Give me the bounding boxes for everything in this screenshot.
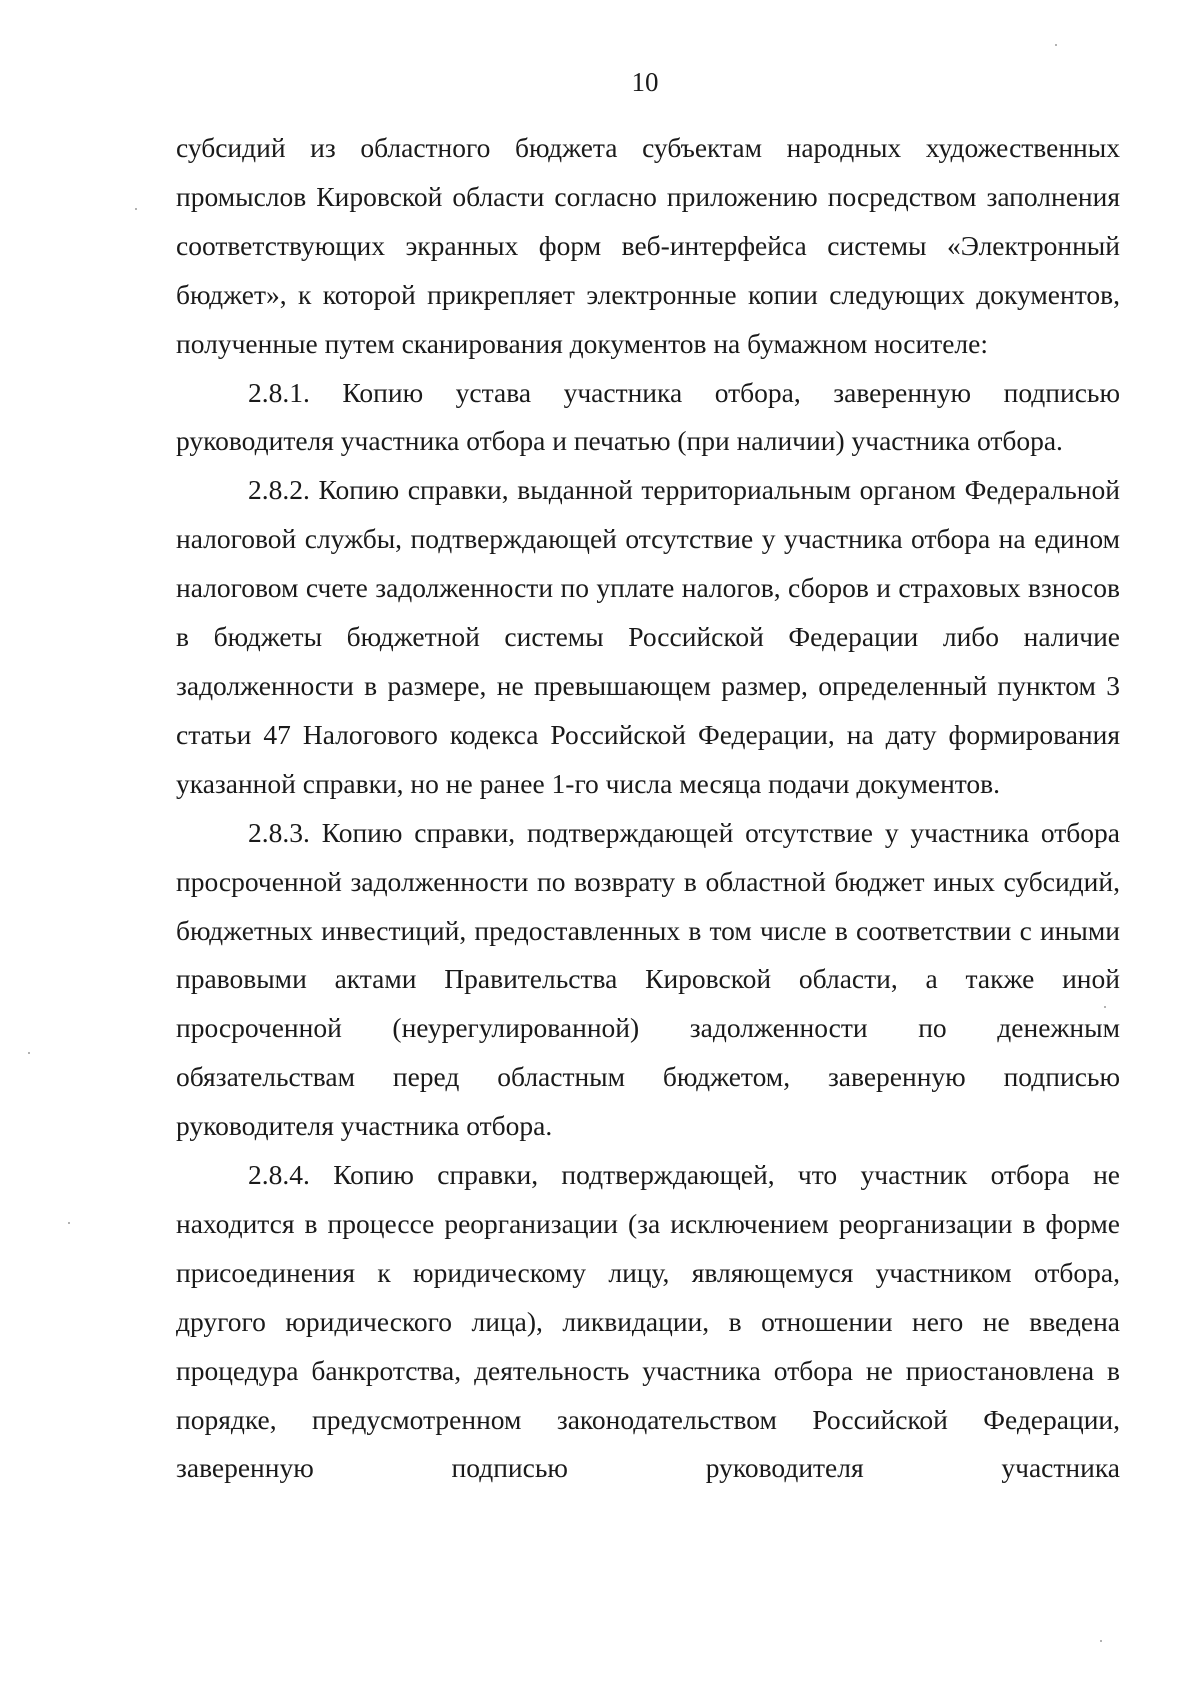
scan-speck (135, 208, 137, 210)
paragraph-intro: субсидий из областного бюджета субъектам народных художественных промыслов Кировской области согласно приложению посредством заполнения соответствующих экранных форм веб-интерфейса системы «Электронный бюджет», к которой прикрепляет электронные копии следующих документов, полученные путем сканирования документов на бумажном носителе: (176, 132, 1120, 359)
scan-speck (1104, 1006, 1106, 1008)
paragraph-2-8-4: 2.8.4. Копию справки, подтверждающей, что участник отбора не находится в процессе реорганизации (за исключением реорганизации в форме присоединения к юридическому лицу, являющемуся участником отбора, другого юридического лица), ликвидации, в отношении него не введена процедура банкротства, деятельность участника отбора не приостановлена в порядке, предусмотренном законодательством Российской Федерации, заверенную подписью руководителя участника (176, 1159, 1120, 1484)
scan-speck (1055, 44, 1057, 46)
paragraph-2-8-1: 2.8.1. Копию устава участника отбора, заверенную подписью руководителя участника отбора и печатью (при наличии) участника отбора. (176, 376, 1120, 457)
paragraph-2-8-2: 2.8.2. Копию справки, выданной территориальным органом Федеральной налоговой службы, подтверждающей отсутствие у участника отбора на едином налоговом счете задолженности по уплате налогов, сборов и страховых взносов в бюджеты бюджетной системы Российской Федерации либо наличие задолженности в размере, не превышающем размер, определенный пунктом 3 статьи 47 Налогового кодекса Российской Федерации, на дату формирования указанной справки, но не ранее 1-го числа месяца подачи документов. (176, 474, 1120, 799)
document-body (176, 124, 1120, 1493)
scan-speck (1100, 1640, 1102, 1642)
paragraph-2-8-3: 2.8.3. Копию справки, подтверждающей отсутствие у участника отбора просроченной задолженности по возврату в областной бюджет иных субсидий, бюджетных инвестиций, предоставленных в том числе в соответствии с иными правовыми актами Правительства Кировской области, а также иной просроченной (неурегулированной) задолженности по денежным обязательствам перед областным бюджетом, заверенную подписью руководителя участника отбора. (176, 816, 1120, 1142)
page-number: 10 (631, 67, 659, 97)
scan-speck (68, 1222, 70, 1224)
scan-speck (28, 1052, 30, 1054)
